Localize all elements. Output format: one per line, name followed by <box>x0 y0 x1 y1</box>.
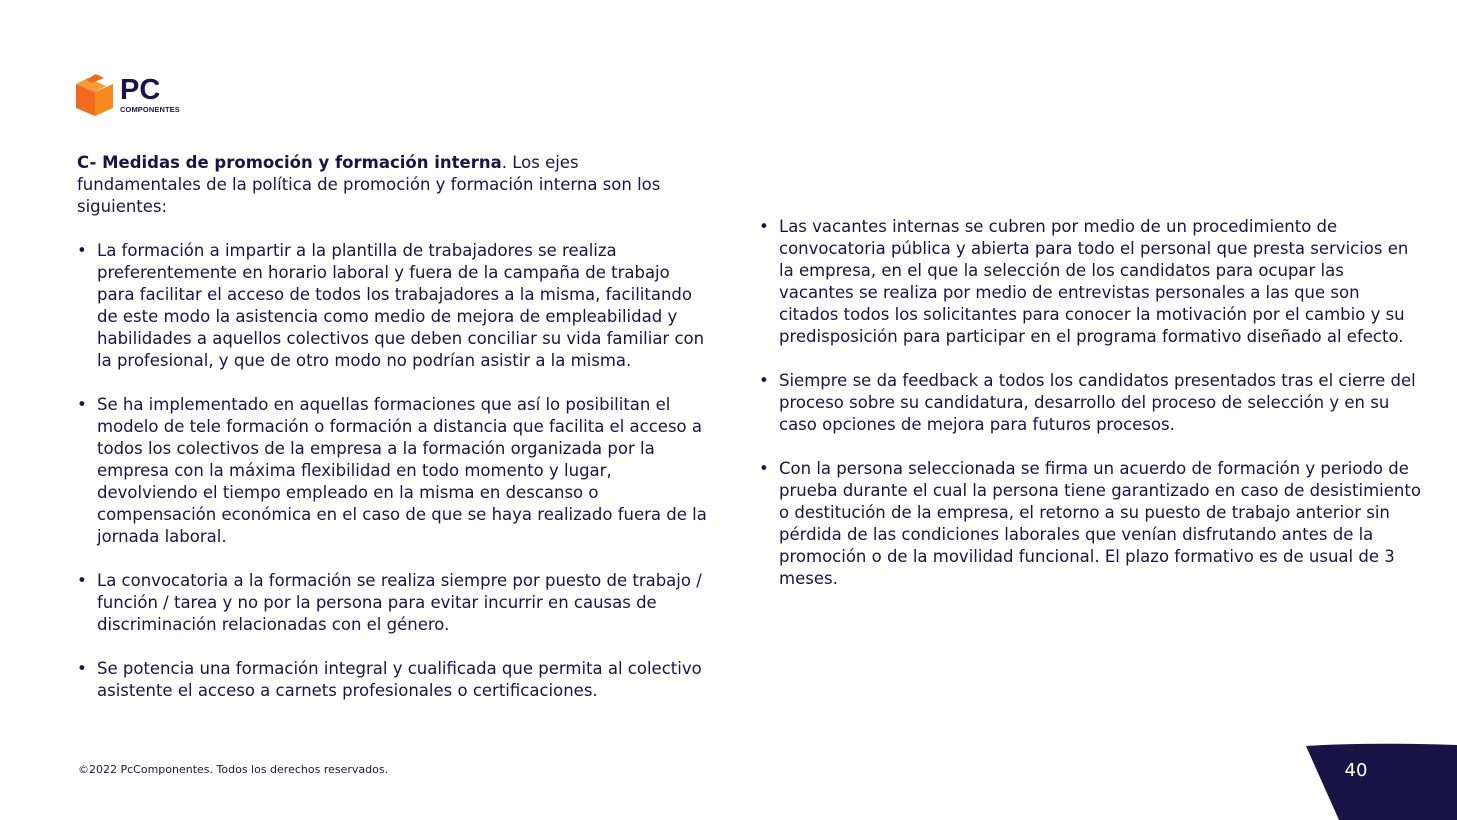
list-item-text: Siempre se da feedback a todos los candidatos presentados tras el cierre del proceso sobre su candidatura, desarrollo del proceso de selección y en su caso opciones de mejora para futuros procesos. <box>779 371 1416 434</box>
list-item-text: La convocatoria a la formación se realiza siempre por puesto de trabajo / función / tarea y no por la persona para evitar incurrir en causas de discriminación relacionadas con el género. <box>97 571 702 634</box>
list-item <box>77 570 707 636</box>
right-column <box>759 216 1423 612</box>
left-bullet-list <box>77 240 707 702</box>
logo-subtitle: COMPONENTES <box>120 105 180 114</box>
box-logo-icon <box>76 74 114 116</box>
list-item <box>77 240 707 372</box>
intro-text: . Los ejes fundamentales de la política de promoción y formación interna son los siguientes: <box>77 153 661 216</box>
list-item <box>759 370 1423 436</box>
list-item <box>759 458 1423 590</box>
list-item-text: La formación a impartir a la plantilla de trabajadores se realiza preferentemente en horario laboral y fuera de la campaña de trabajo para facilitar el acceso de todos los trabajadores a la misma, facilitando de este modo la asistencia como medio de mejora de empleabilidad y habilidades a aquellos colectivos que deben conciliar su vida familiar con la profesional, y que de otro modo no podrían asistir a la misma. <box>97 241 705 370</box>
list-item <box>77 658 707 702</box>
intro-paragraph <box>77 152 707 218</box>
bullet-icon: • <box>77 395 87 414</box>
page-number-shape <box>1304 742 1457 820</box>
bullet-icon: • <box>77 571 87 590</box>
list-item-text: Con la persona seleccionada se firma un acuerdo de formación y periodo de prueba durante el cual la persona tiene garantizado en caso de desistimiento o destitución de la empresa, el retorno a su puesto de trabajo anterior sin pérdida de las condiciones laborales que venían disfrutando antes de la promoción o de la movilidad funcional. El plazo formativo es de usual de 3 meses. <box>779 459 1421 588</box>
logo-wordmark: PC <box>120 74 161 106</box>
bullet-icon: • <box>77 241 87 260</box>
page-number: 40 <box>1344 760 1368 781</box>
right-bullet-list <box>759 216 1423 590</box>
list-item <box>759 216 1423 348</box>
copyright-footer: ©2022 PcComponentes. Todos los derechos reservados. <box>78 763 389 776</box>
pccomponentes-logo <box>76 74 196 118</box>
bullet-icon: • <box>759 217 769 236</box>
bullet-icon: • <box>759 459 769 478</box>
list-item-text: Se potencia una formación integral y cualificada que permita al colectivo asistente el acceso a carnets profesionales o certificaciones. <box>97 659 702 700</box>
intro-heading: C- Medidas de promoción y formación interna <box>77 153 502 172</box>
left-column <box>77 152 707 724</box>
list-item-text: Se ha implementado en aquellas formaciones que así lo posibilitan el modelo de tele formación o formación a distancia que facilita el acceso a todos los colectivos de la empresa a la formación organizada por la empresa con la máxima flexibilidad en todo momento y lugar, devolviendo el tiempo empleado en la misma en descanso o compensación económica en el caso de que se haya realizado fuera de la jornada laboral. <box>97 395 707 546</box>
bullet-icon: • <box>77 659 87 678</box>
list-item-text: Las vacantes internas se cubren por medio de un procedimiento de convocatoria pública y abierta para todo el personal que presta servicios en la empresa, en el que la selección de los candidatos para ocupar las vacantes se realiza por medio de entrevistas personales a las que son citados todos los solicitantes para conocer la motivación por el cambio y su predisposición para participar en el programa formativo diseñado al efecto. <box>779 217 1409 346</box>
list-item <box>77 394 707 548</box>
bullet-icon: • <box>759 371 769 390</box>
